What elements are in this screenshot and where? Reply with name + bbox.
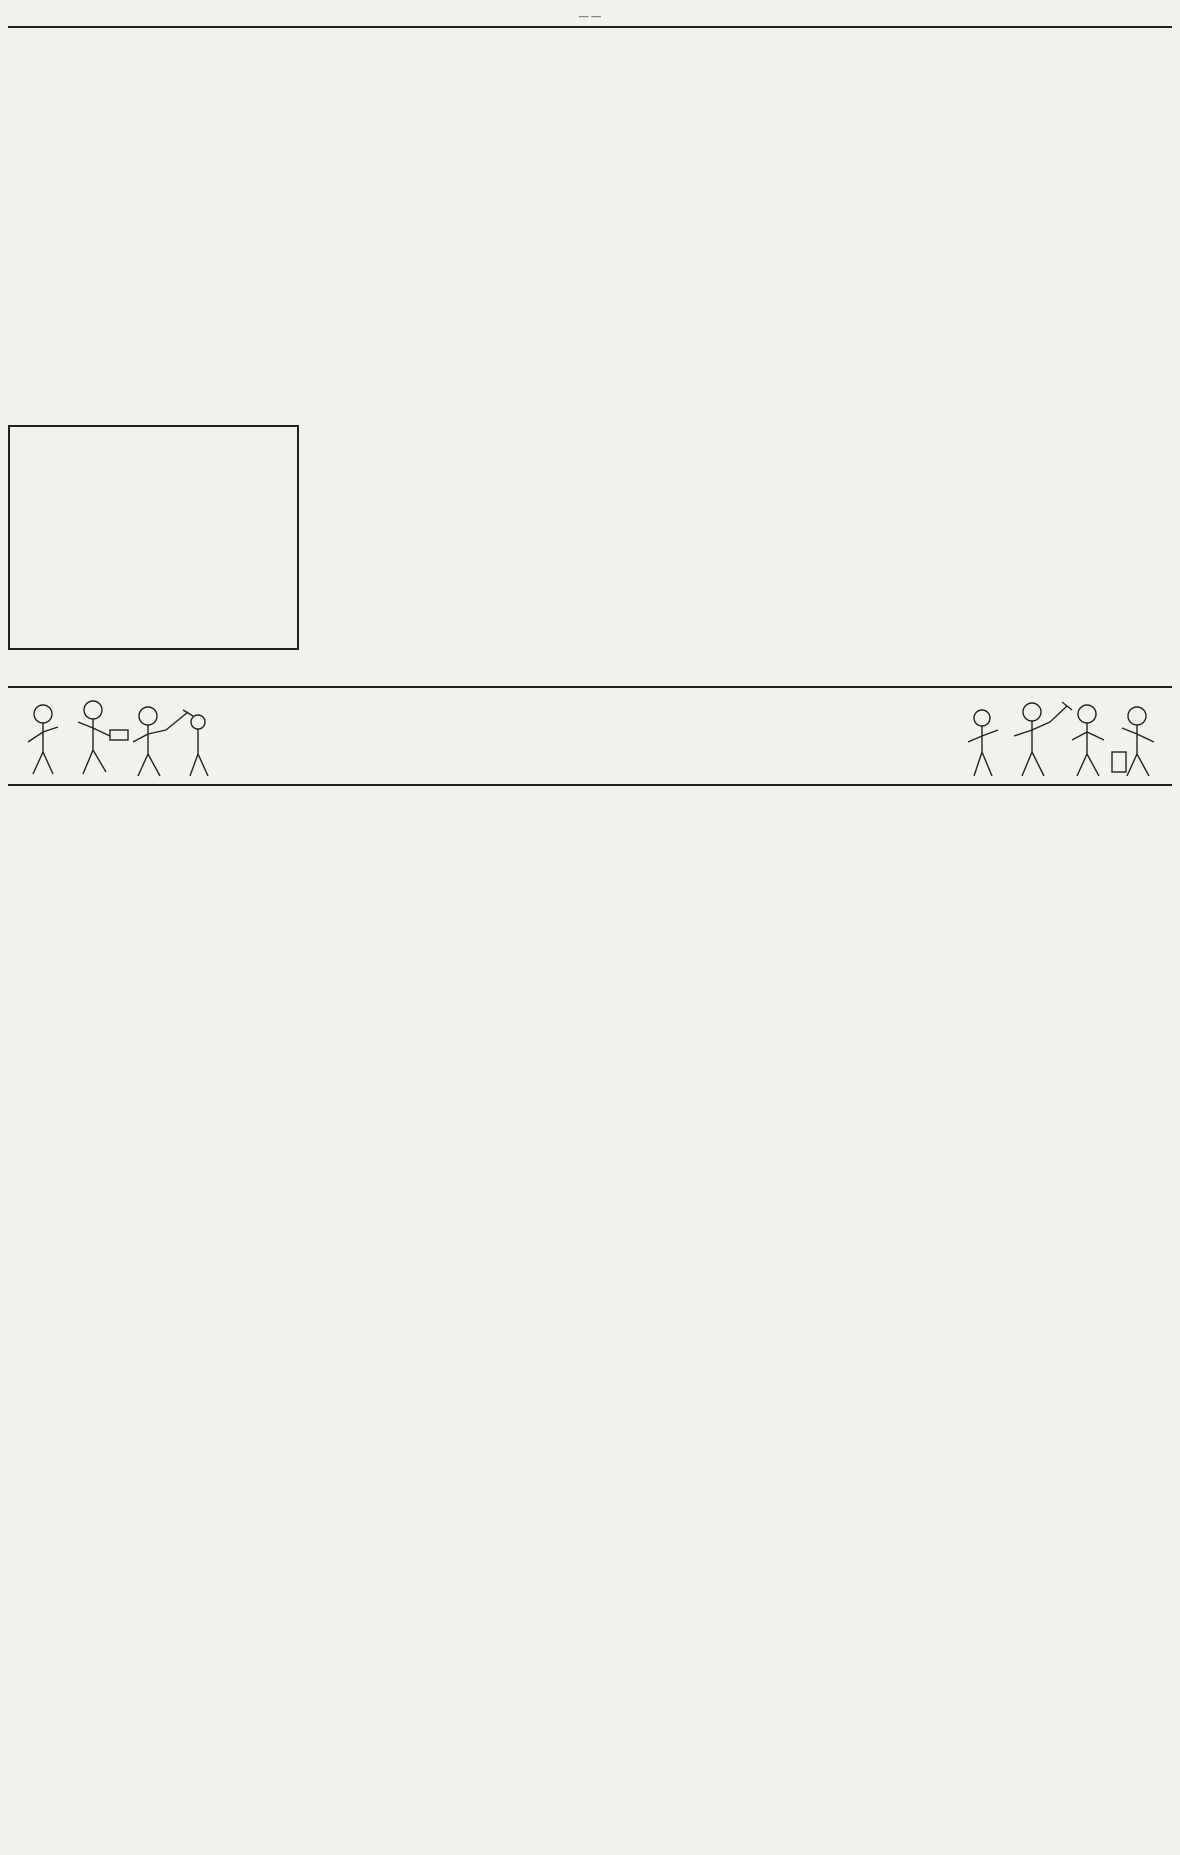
masthead-line: — — — [578, 11, 602, 22]
masthead — [8, 6, 1172, 28]
cartoon-workers-right-illustration — [962, 692, 1162, 782]
directory-banner — [8, 686, 1172, 786]
blue-grass-farms-ad — [8, 425, 299, 650]
service-directory-columns — [8, 792, 1172, 1847]
cartoon-workers-left-illustration — [18, 692, 218, 782]
